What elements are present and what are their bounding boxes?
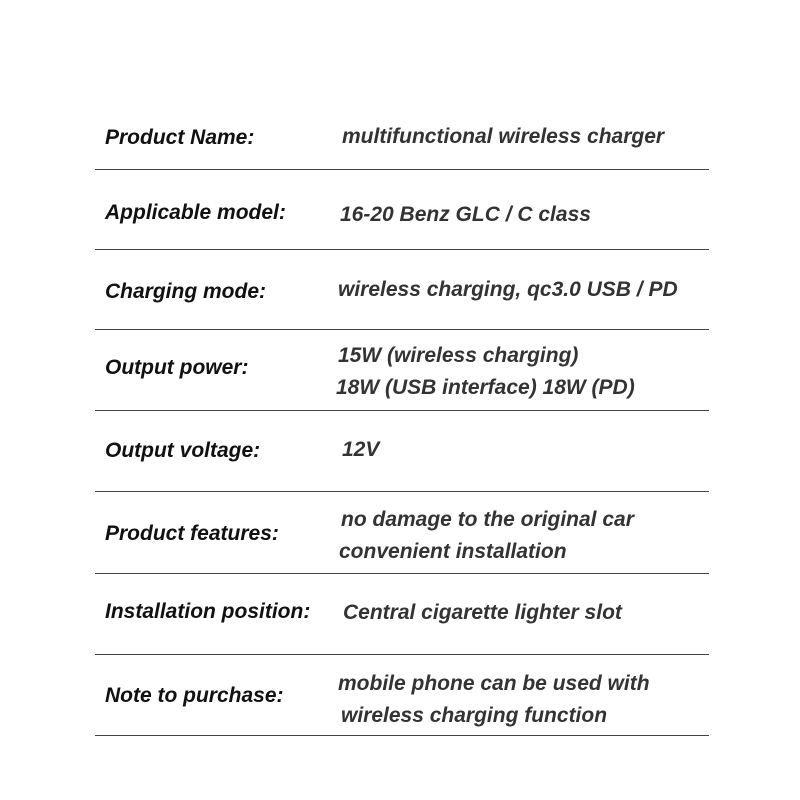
- row-divider: [95, 573, 709, 574]
- spec-value-line: no damage to the original car: [341, 508, 634, 531]
- row-divider: [95, 169, 709, 170]
- spec-value-line: multifunctional wireless charger: [342, 125, 665, 148]
- spec-label-output-voltage: Output voltage:: [105, 439, 261, 462]
- spec-label-product-features: Product features:: [105, 522, 279, 545]
- spec-value-note-to-purchase: [338, 668, 650, 732]
- spec-value-line: 18W (USB interface) 18W (PD): [336, 376, 635, 399]
- spec-value-line: wireless charging, qc3.0 USB / PD: [338, 278, 678, 301]
- row-divider: [95, 329, 709, 330]
- row-divider: [95, 410, 709, 411]
- spec-label-applicable-model: Applicable model:: [105, 201, 286, 224]
- spec-value-line: 16-20 Benz GLC / C class: [340, 203, 591, 226]
- spec-value-output-voltage: [342, 434, 379, 466]
- row-divider: [95, 249, 709, 250]
- row-divider: [95, 491, 709, 492]
- spec-value-line: convenient installation: [339, 540, 567, 563]
- spec-label-charging-mode: Charging mode:: [105, 280, 266, 303]
- spec-value-charging-mode: [338, 274, 678, 306]
- spec-label-output-power: Output power:: [105, 356, 249, 379]
- row-divider: [95, 654, 709, 655]
- spec-value-line: Central cigarette lighter slot: [343, 601, 622, 624]
- spec-label-note-to-purchase: Note to purchase:: [105, 684, 284, 707]
- spec-value-line: wireless charging function: [341, 704, 608, 727]
- spec-value-line: 15W (wireless charging): [338, 344, 579, 367]
- spec-value-line: mobile phone can be used with: [338, 672, 650, 695]
- spec-value-applicable-model: [340, 199, 591, 231]
- spec-value-product-name: [342, 121, 664, 153]
- spec-value-product-features: [339, 504, 634, 568]
- spec-label-installation-position: Installation position:: [105, 600, 311, 623]
- spec-value-line: 12V: [342, 438, 380, 461]
- spec-value-installation-position: [343, 597, 622, 629]
- row-divider: [95, 735, 709, 736]
- spec-value-output-power: [336, 340, 635, 404]
- spec-label-product-name: Product Name:: [105, 126, 255, 149]
